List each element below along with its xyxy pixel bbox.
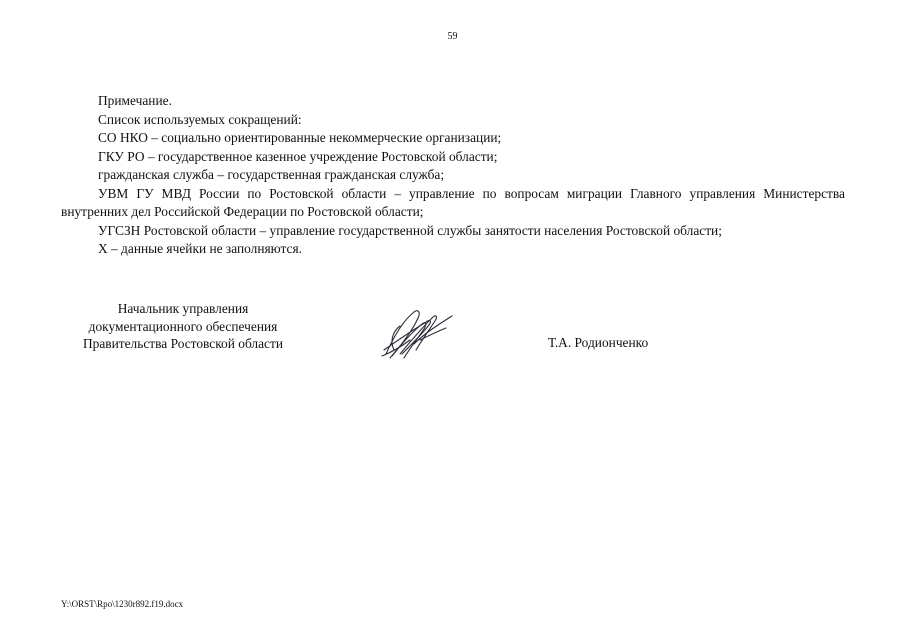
abbreviation-item: гражданская служба – государственная гражданская служба; xyxy=(98,167,445,182)
document-file-path: Y:\ORST\Rpo\1230r892.f19.docx xyxy=(61,599,184,609)
abbreviation-item: УВМ ГУ МВД России по Ростовской области – управление по вопросам миграции Главного управления Министерства внутренних дел Российской Федерации по Ростовской области; xyxy=(61,185,845,219)
note-title: Примечание. xyxy=(98,93,172,108)
abbreviation-item: УГСЗН Ростовской области – управление государственной службы занятости населения Ростовской области; xyxy=(98,222,722,238)
signature-block xyxy=(61,300,305,353)
handwritten-signature xyxy=(380,306,460,362)
signer-name: Т.А. Родионченко xyxy=(548,335,649,350)
signer-position-line: Правительства Ростовской области xyxy=(82,336,284,351)
abbreviation-item: СО НКО – социально ориентированные некоммерческие организации; xyxy=(98,130,502,145)
abbreviation-item: ГКУ РО – государственное казенное учреждение Ростовской области; xyxy=(98,148,498,164)
signer-position xyxy=(61,300,305,353)
page-number: 59 xyxy=(447,31,458,42)
abbreviations-intro: Список используемых сокращений: xyxy=(98,111,302,127)
note-section xyxy=(61,92,845,259)
abbreviation-item: Х – данные ячейки не заполняются. xyxy=(98,241,302,256)
signer-position-line: документационного обеспечения xyxy=(88,318,278,334)
signer-position-line: Начальник управления xyxy=(117,301,249,316)
